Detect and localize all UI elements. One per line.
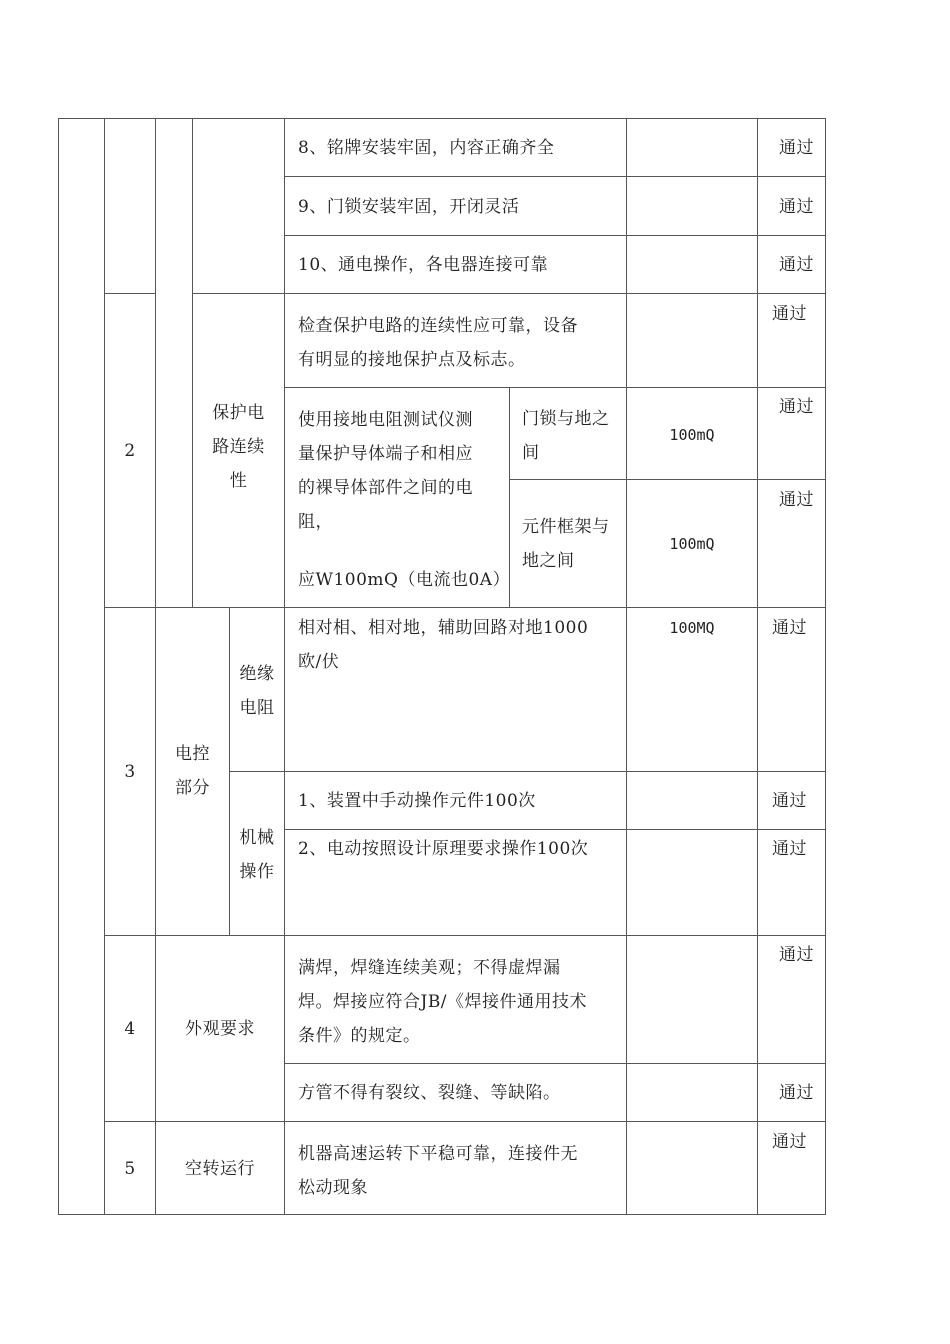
row-divider xyxy=(192,293,826,294)
row-divider xyxy=(284,387,826,388)
check-item-9: 9、门锁安装牢固，开闭灵活 xyxy=(298,197,520,217)
result-pass: 通过 xyxy=(772,304,807,324)
column-divider xyxy=(284,118,285,1215)
check-item-8: 8、铭牌安装牢固，内容正确齐全 xyxy=(298,138,555,158)
table-border-right xyxy=(825,118,826,1215)
check-requirement: 应W100mQ（电流也0A） xyxy=(298,570,511,590)
measurement-point: 元件框架与 地之间 xyxy=(522,517,610,571)
section-number: 3 xyxy=(124,762,136,782)
section-category: 空转运行 xyxy=(185,1159,255,1179)
measured-value: 100mQ xyxy=(669,426,715,444)
result-pass: 通过 xyxy=(779,490,814,510)
section-category: 电控 部分 xyxy=(175,744,210,798)
table-border-bottom xyxy=(58,1214,826,1215)
row-divider xyxy=(284,829,826,830)
column-divider xyxy=(104,118,105,1215)
section-category: 保护电 路连续 性 xyxy=(212,403,265,491)
table-border-left xyxy=(58,118,59,1215)
result-pass: 通过 xyxy=(779,945,814,965)
measured-value: 100MQ xyxy=(669,619,715,637)
result-pass: 通过 xyxy=(772,618,807,638)
row-divider xyxy=(284,1063,826,1064)
check-description: 相对相、相对地，辅助回路对地1000 欧/伏 xyxy=(298,618,589,672)
column-divider xyxy=(757,118,758,1215)
section-number: 4 xyxy=(124,1019,136,1039)
result-pass: 通过 xyxy=(779,197,814,217)
measured-value: 100mQ xyxy=(669,535,715,553)
check-description: 检查保护电路的连续性应可靠，设备 有明显的接地保护点及标志。 xyxy=(298,316,578,370)
measurement-point: 门锁与地之 间 xyxy=(522,409,610,463)
result-pass: 通过 xyxy=(779,138,814,158)
result-pass: 通过 xyxy=(779,1083,814,1103)
check-description: 方管不得有裂纹、裂缝、等缺陷。 xyxy=(298,1083,561,1103)
check-description: 使用接地电阻测试仪测 量保护导体端子和相应 的裸导体部件之间的电 阻， xyxy=(298,410,473,532)
row-divider xyxy=(229,771,826,772)
column-divider xyxy=(192,118,193,607)
column-divider xyxy=(155,118,156,1215)
row-divider xyxy=(104,935,826,936)
subsection-label: 机械 操作 xyxy=(239,828,275,882)
check-item: 2、电动按照设计原理要求操作100次 xyxy=(298,839,589,859)
check-item: 1、装置中手动操作元件100次 xyxy=(298,791,536,811)
section-category: 外观要求 xyxy=(185,1019,255,1039)
check-item-10: 10、通电操作，各电器连接可靠 xyxy=(298,255,549,275)
row-divider xyxy=(509,479,826,480)
check-description: 机器高速运转下平稳可靠，连接件无 松动现象 xyxy=(298,1144,578,1198)
row-divider xyxy=(104,293,156,294)
column-divider xyxy=(626,118,627,1215)
row-divider xyxy=(104,1121,826,1122)
section-number: 5 xyxy=(124,1159,136,1179)
row-divider xyxy=(104,607,826,608)
row-divider xyxy=(284,176,826,177)
table-border-top xyxy=(58,118,826,119)
check-description: 满焊，焊缝连续美观；不得虚焊漏 焊。焊接应符合JB/《焊接件通用技术 条件》的规定。 xyxy=(298,958,588,1046)
subsection-label: 绝缘 电阻 xyxy=(239,664,275,718)
section-number: 2 xyxy=(124,441,136,461)
row-divider xyxy=(284,235,826,236)
result-pass: 通过 xyxy=(772,1132,807,1152)
result-pass: 通过 xyxy=(772,791,807,811)
result-pass: 通过 xyxy=(772,839,807,859)
result-pass: 通过 xyxy=(779,255,814,275)
result-pass: 通过 xyxy=(779,397,814,417)
